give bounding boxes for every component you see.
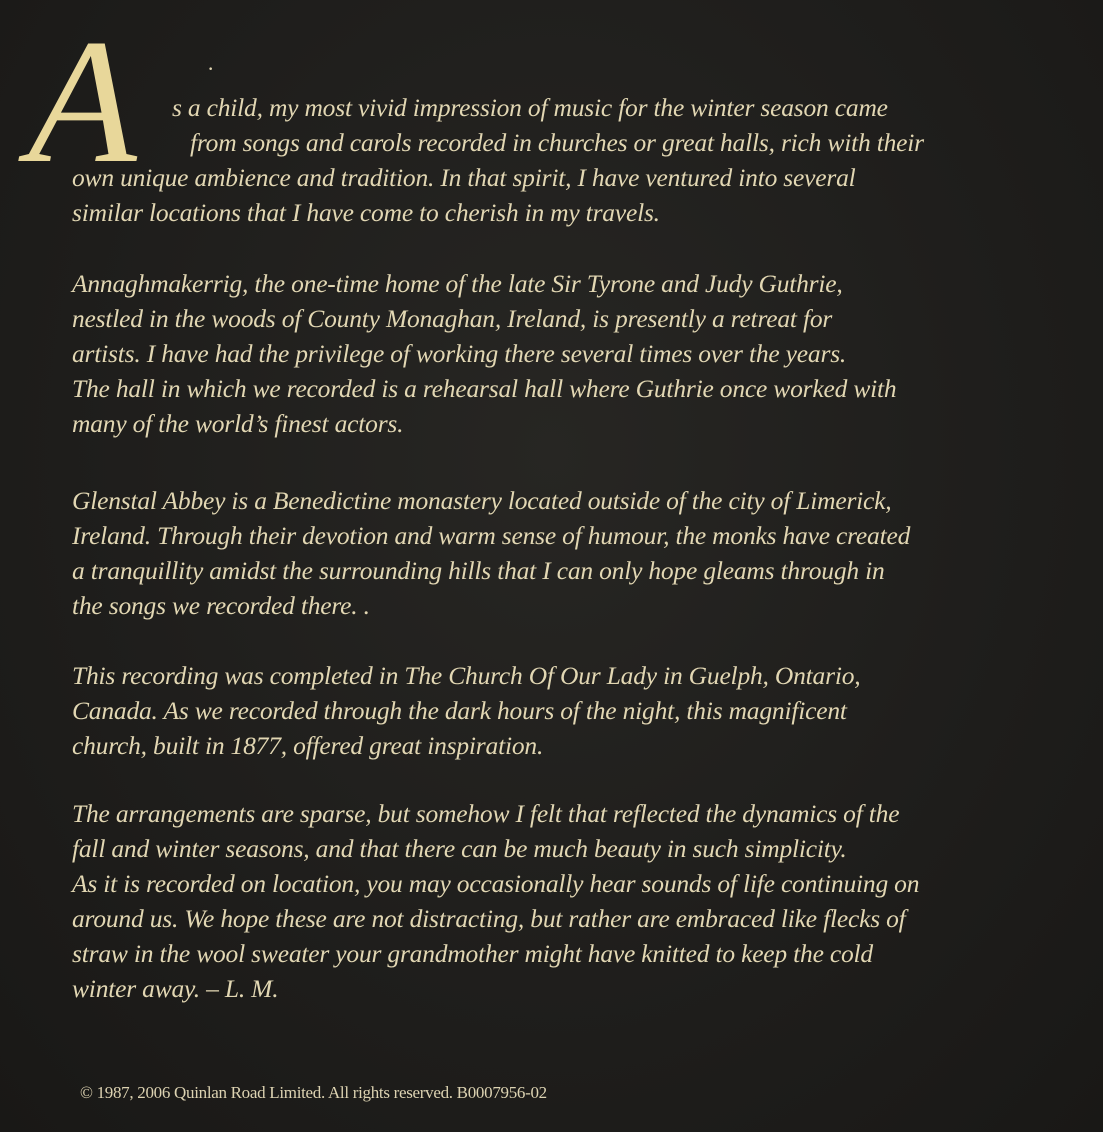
text-line: similar locations that I have come to cherish in my travels. [72, 198, 660, 227]
paragraph-church-of-our-lady [72, 658, 1072, 763]
paragraph-intro [72, 90, 1072, 230]
drop-cap-letter: A [28, 2, 133, 200]
text-line: fall and winter seasons, and that there can be much beauty in such simplicity. [72, 834, 847, 863]
text-line: many of the world’s finest actors. [72, 409, 404, 438]
text-line: straw in the wool sweater your grandmother might have knitted to keep the cold [72, 939, 873, 968]
copyright-notice: © 1987, 2006 Quinlan Road Limited. All rights reserved. B0007956-02 [80, 1083, 547, 1102]
text-line: This recording was completed in The Church Of Our Lady in Guelph, Ontario, [72, 661, 861, 690]
text-line: winter away. – L. M. [72, 974, 279, 1003]
text-line: nestled in the woods of County Monaghan, Ireland, is presently a retreat for [72, 304, 833, 333]
text-line: Annaghmakerrig, the one-time home of the late Sir Tyrone and Judy Guthrie, [72, 269, 843, 298]
text-line: The arrangements are sparse, but somehow I felt that reflected the dynamics of the [72, 799, 900, 828]
text-line: around us. We hope these are not distracting, but rather are embraced like flecks of [72, 904, 906, 933]
text-line: from songs and carols recorded in churches or great halls, rich with their [190, 128, 924, 157]
paragraph-arrangements [72, 796, 1072, 1006]
text-line: own unique ambience and tradition. In that spirit, I have ventured into several [72, 163, 856, 192]
paragraph-annaghmakerrig [72, 266, 1072, 441]
text-line: Glenstal Abbey is a Benedictine monastery located outside of the city of Limerick, [72, 486, 892, 515]
text-line: artists. I have had the privilege of working there several times over the years. [72, 339, 847, 368]
text-line: As it is recorded on location, you may occasionally hear sounds of life continuing on [72, 869, 920, 898]
text-line: The hall in which we recorded is a rehearsal hall where Guthrie once worked with [72, 374, 897, 403]
text-line: a tranquillity amidst the surrounding hills that I can only hope gleams through in [72, 556, 885, 585]
decorative-dot: · [207, 56, 215, 81]
paragraph-glenstal-abbey [72, 483, 1072, 623]
text-line: church, built in 1877, offered great inspiration. [72, 731, 544, 760]
text-line: the songs we recorded there. . [72, 591, 370, 620]
text-line: s a child, my most vivid impression of music for the winter season came [172, 93, 888, 122]
text-line: Canada. As we recorded through the dark hours of the night, this magnificent [72, 696, 847, 725]
text-line: Ireland. Through their devotion and warm sense of humour, the monks have created [72, 521, 911, 550]
